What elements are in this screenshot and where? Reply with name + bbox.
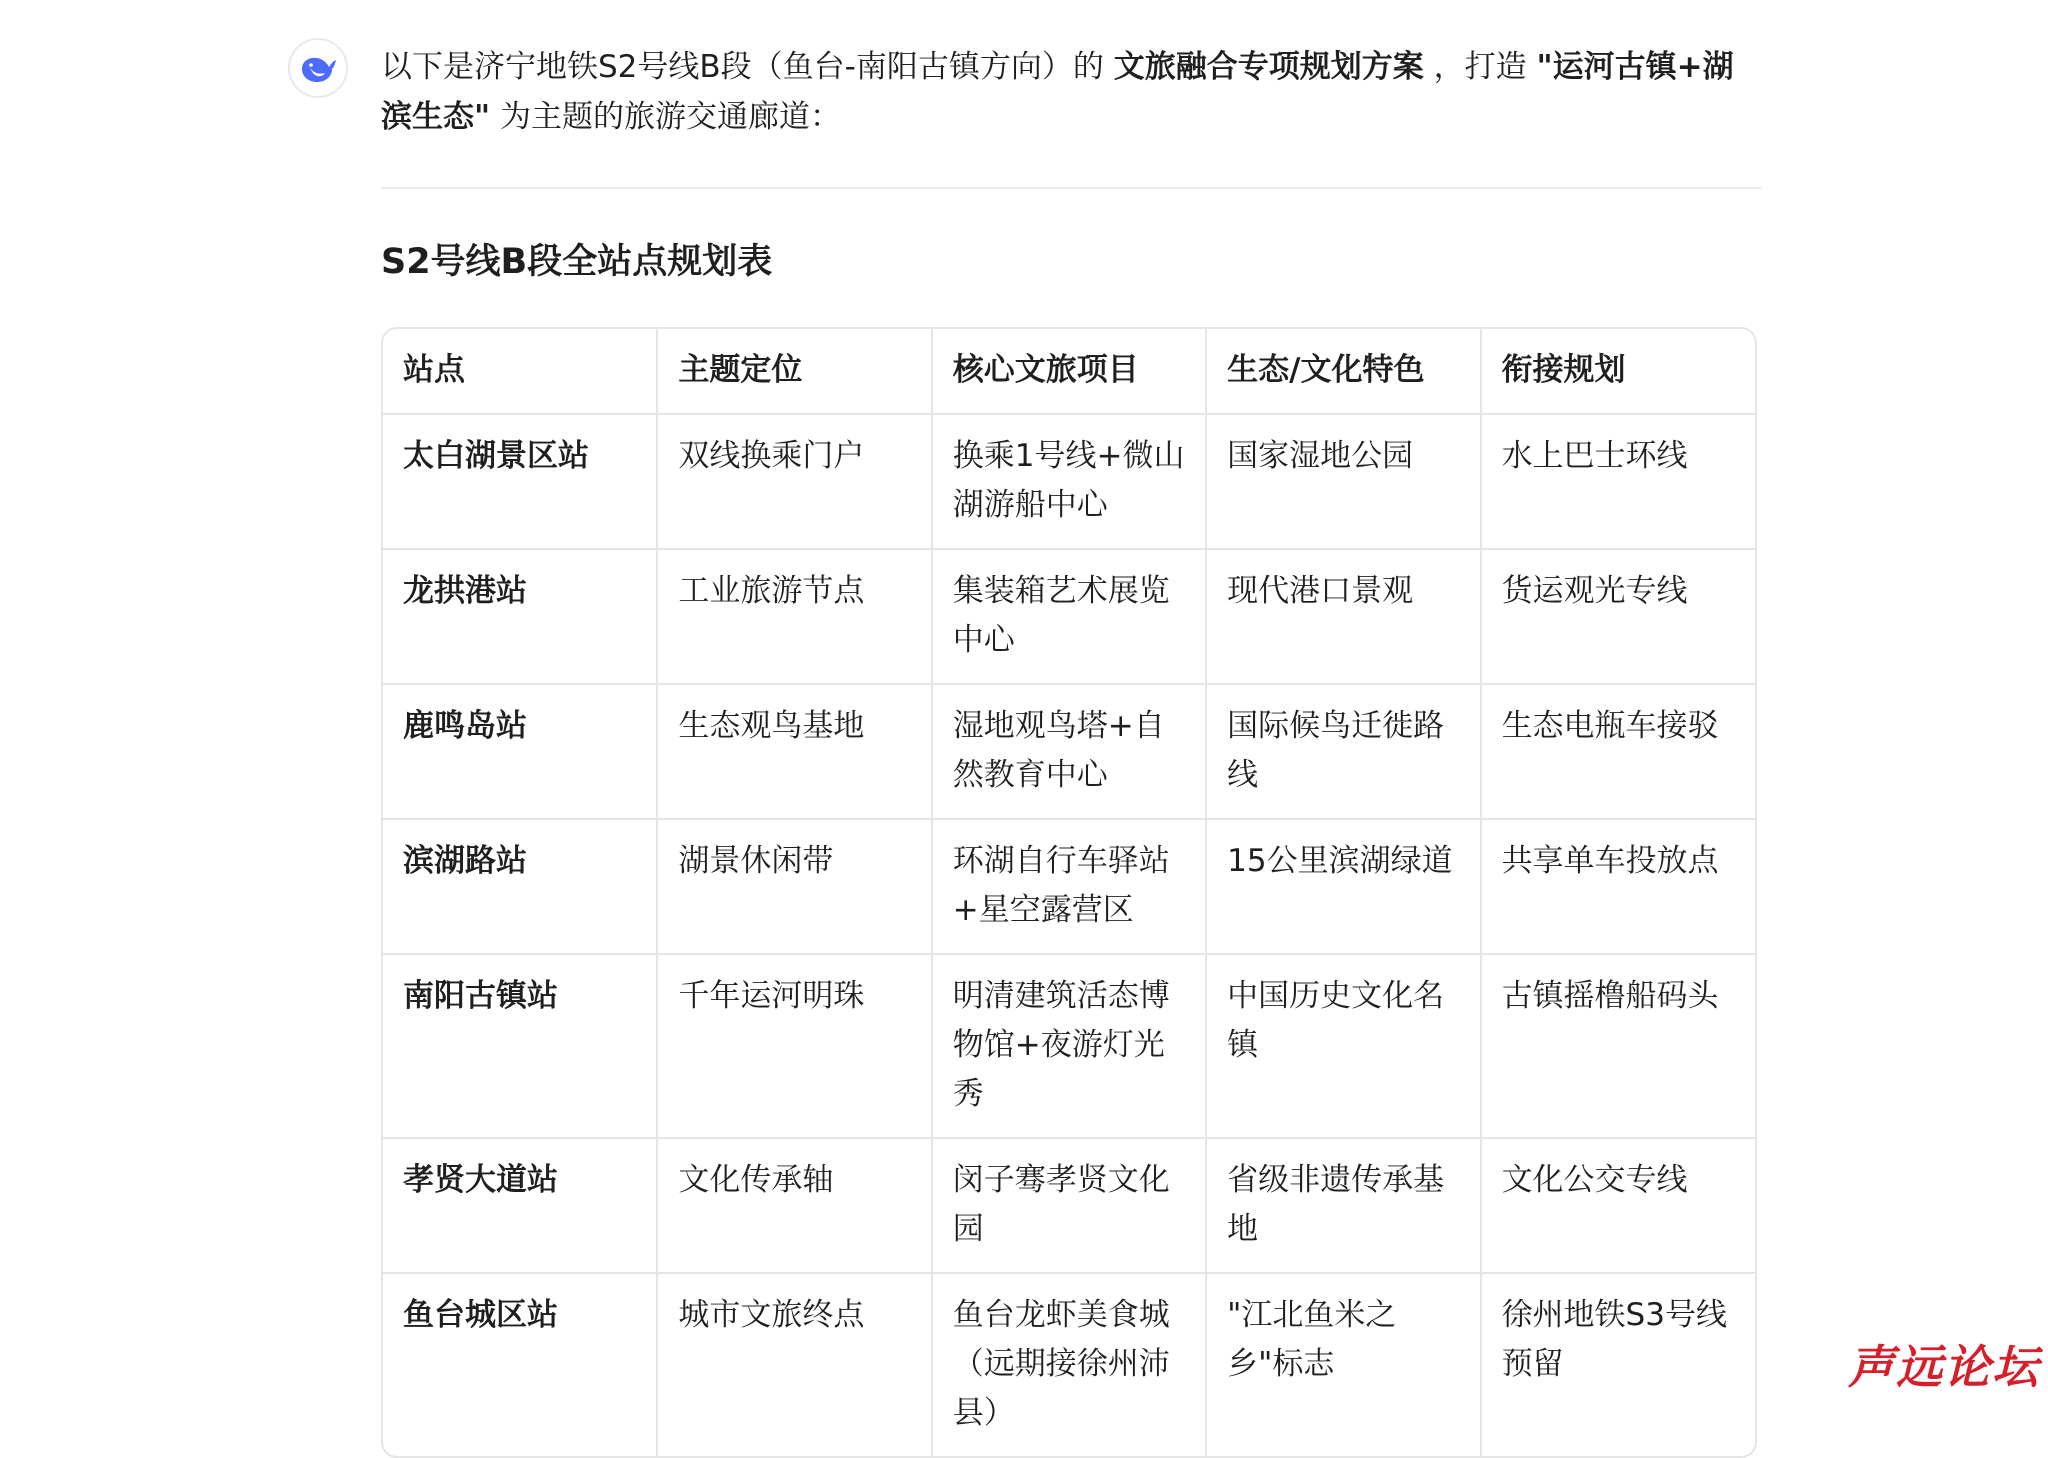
cell-core-project: 鱼台龙虾美食城（远期接徐州沛县）: [932, 1273, 1206, 1456]
header-core-project: 核心文旅项目: [932, 329, 1206, 414]
cell-theme: 湖景休闲带: [657, 819, 931, 954]
cell-connection: 共享单车投放点: [1481, 819, 1755, 954]
table-row: [383, 414, 1755, 549]
intro-text-2: ，打造: [1433, 49, 1527, 85]
header-station: 站点: [383, 329, 657, 414]
cell-station: 滨湖路站: [383, 819, 657, 954]
cell-theme: 千年运河明珠: [657, 954, 931, 1138]
cell-theme: 生态观鸟基地: [657, 684, 931, 819]
cell-station: 鹿鸣岛站: [383, 684, 657, 819]
cell-theme: 双线换乘门户: [657, 414, 931, 549]
cell-feature: 现代港口景观: [1206, 549, 1480, 684]
cell-connection: 水上巴士环线: [1481, 414, 1755, 549]
cell-connection: 徐州地铁S3号线预留: [1501, 1297, 1727, 1382]
intro-bold-plan: 文旅融合专项规划方案: [1113, 49, 1424, 85]
cell-core-project: 环湖自行车驿站+星空露营区: [932, 819, 1206, 954]
forum-watermark: 声远论坛: [1848, 1340, 2040, 1394]
intro-paragraph: [381, 42, 1761, 142]
cell-feature: 中国历史文化名镇: [1206, 954, 1480, 1138]
section-title: S2号线B段全站点规划表: [381, 242, 773, 282]
cell-theme: 文化传承轴: [657, 1138, 931, 1273]
cell-core-project: 湿地观鸟塔+自然教育中心: [932, 684, 1206, 819]
table-row: [383, 819, 1755, 954]
table-row: [383, 954, 1755, 1138]
cell-theme: 工业旅游节点: [657, 549, 931, 684]
table-row: [383, 1273, 1755, 1456]
cell-core-project: 集装箱艺术展览中心: [932, 549, 1206, 684]
cell-feature: "江北鱼米之乡"标志: [1206, 1273, 1480, 1456]
header-feature: 生态/文化特色: [1206, 329, 1480, 414]
cell-station: 鱼台城区站: [383, 1273, 657, 1456]
table-row: [383, 1138, 1755, 1273]
table-row: [383, 684, 1755, 819]
cell-feature: 国际候鸟迁徙路线: [1206, 684, 1480, 819]
cell-connection: 生态电瓶车接驳: [1481, 684, 1755, 819]
cell-connection: 货运观光专线: [1481, 549, 1755, 684]
table-header-row: [383, 329, 1755, 414]
message-content: [381, 42, 1761, 1431]
cell-theme: 城市文旅终点: [657, 1273, 931, 1456]
intro-text-3: 为主题的旅游交通廊道：: [500, 99, 842, 135]
intro-text-1: 以下是济宁地铁S2号线B段（鱼台-南阳古镇方向）的: [381, 49, 1104, 85]
divider: [381, 187, 1761, 189]
header-theme: 主题定位: [657, 329, 931, 414]
assistant-avatar: [288, 38, 348, 98]
cell-station: 南阳古镇站: [383, 954, 657, 1138]
cell-core-project: 闵子骞孝贤文化园: [932, 1138, 1206, 1273]
table-row: [383, 549, 1755, 684]
cell-station: 龙拱港站: [383, 549, 657, 684]
cell-feature: 省级非遗传承基地: [1206, 1138, 1480, 1273]
station-plan-table: [383, 329, 1755, 1456]
deepseek-whale-icon: [298, 51, 338, 85]
cell-core-project: 明清建筑活态博物馆+夜游灯光秀: [932, 954, 1206, 1138]
cell-feature: 国家湿地公园: [1206, 414, 1480, 549]
cell-connection: 文化公交专线: [1481, 1138, 1755, 1273]
cell-station: 孝贤大道站: [383, 1138, 657, 1273]
cell-feature: 15公里滨湖绿道: [1206, 819, 1480, 954]
header-connection: 衔接规划: [1481, 329, 1755, 414]
station-table-container: [381, 327, 1757, 1458]
cell-connection: 古镇摇橹船码头: [1481, 954, 1755, 1138]
intro-bold-theme: "运河古镇+湖滨生态": [381, 49, 1734, 135]
cell-station: 太白湖景区站: [383, 414, 657, 549]
cell-core-project: 换乘1号线+微山湖游船中心: [932, 414, 1206, 549]
